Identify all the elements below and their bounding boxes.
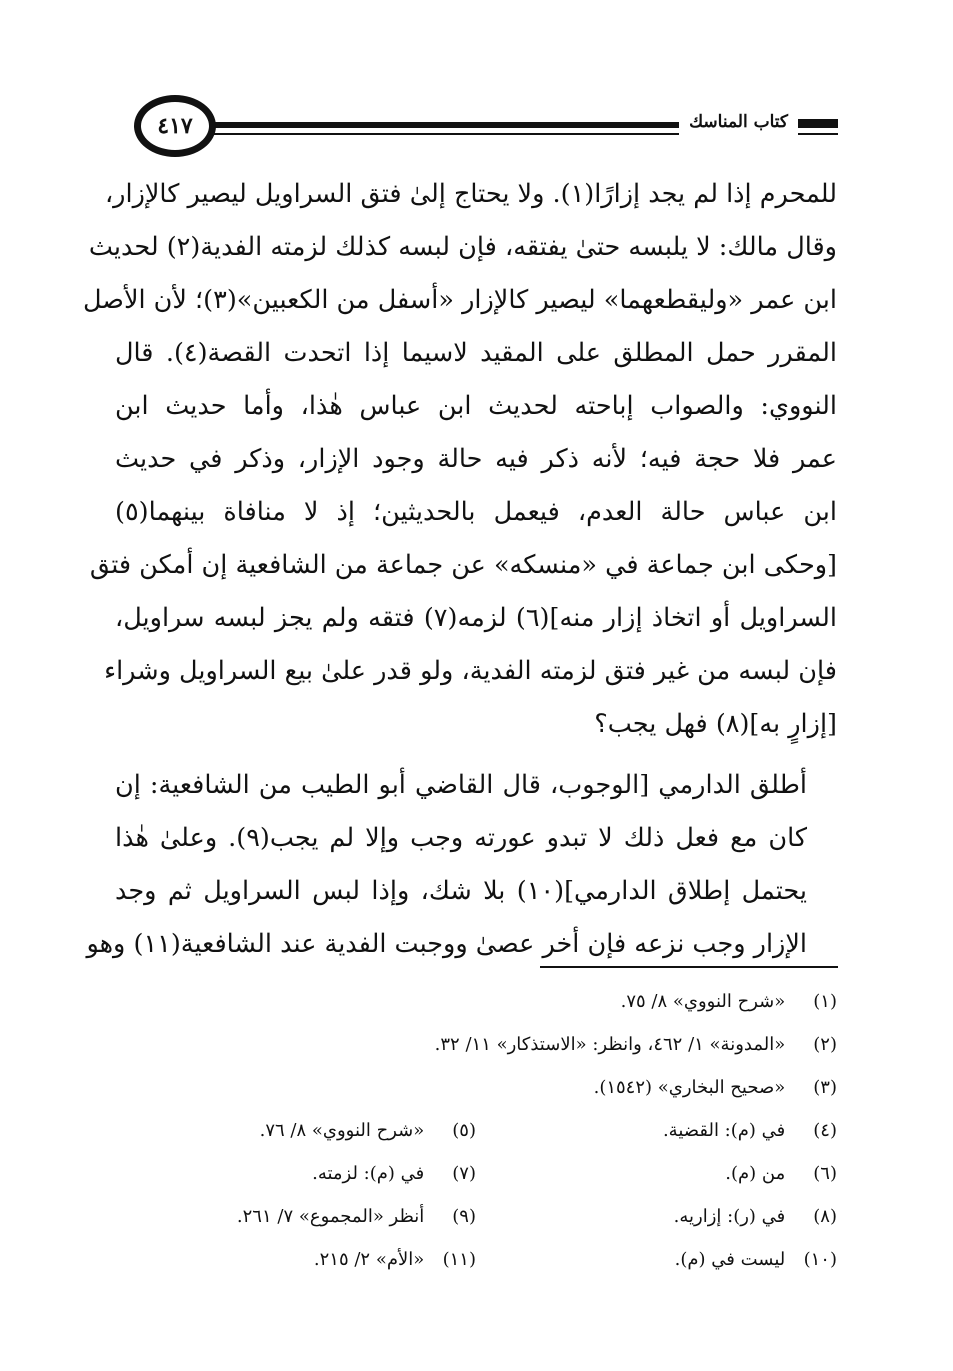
footnote-row [115, 1023, 837, 1066]
paragraph-1 [82, 168, 837, 751]
text-line: للمحرم إذا لم يجد إزارًا(١). ولا يحتاج إلىٰ فتق السراويل ليصير كالإزار، [104, 179, 837, 209]
text-line: يحتمل إطلاق الدارمي](١٠) بلا شك، وإذا لبس السراويل ثم وجد [115, 876, 807, 906]
footnote-number: (٨) [813, 1206, 837, 1227]
footnote-row [115, 980, 837, 1023]
footnote-row [115, 1066, 837, 1109]
footnote-number: (٣) [813, 1077, 837, 1098]
footnote-separator [540, 966, 838, 968]
footnote-1 [115, 980, 837, 1023]
text-line: وقال مالك: لا يلبسه حتىٰ يفتقه، فإن لبسه كذلك لزمته الفدية(٢) لحديث [88, 232, 837, 262]
text-line: السراويل أو اتخاذ إزار منه](٦) لزمه(٧) فتقه ولم يجز لبسه سراويل، [115, 603, 837, 633]
footnote-6 [476, 1152, 837, 1195]
footnote-row [115, 1195, 837, 1238]
footnote-number: (٢) [813, 1034, 837, 1055]
footnote-11 [115, 1238, 476, 1281]
main-text [82, 168, 837, 971]
footnote-2 [115, 1023, 837, 1066]
footnote-5 [115, 1109, 476, 1152]
footnote-text: في (ر): إزاريه. [673, 1206, 786, 1227]
running-title: كتاب المناسك [679, 107, 798, 137]
text-line: [وحكى ابن جماعة في «منسكه» عن جماعة من الشافعية إن أمكن فتق [89, 550, 837, 580]
footnote-text: ليست في (م). [674, 1249, 786, 1270]
text-line: عمر فلا حجة فيه؛ لأنه ذكر فيه حالة وجود الإزار، وذكر في حديث [115, 444, 837, 474]
footnote-7 [115, 1152, 476, 1195]
text-line: الإزار وجب نزعه فإن أخر عصىٰ ووجبت الفدية عند الشافعية(١١) وهو [86, 929, 807, 959]
paragraph-2 [86, 759, 837, 971]
text-line: كان مع فعل ذلك لا تبدو عورته وجب وإلا لم يجب(٩). وعلىٰ هٰذا [115, 823, 807, 853]
page-number-badge [134, 95, 216, 157]
footnote-4 [476, 1109, 837, 1152]
footnote-text: في (م): القضية. [662, 1120, 786, 1141]
text-line: [إزارٍ به](٨) فهل يجب؟ [594, 709, 837, 739]
text-line: النووي: والصواب إباحته لحديث ابن عباس هٰذا، وأما حديث ابن [115, 391, 837, 421]
footnote-8 [476, 1195, 837, 1238]
footnote-10 [476, 1238, 837, 1281]
footnote-row [115, 1109, 837, 1152]
text-line: المقرر حمل المطلق على المقيد لاسيما إذا اتحدت القصة(٤). قال [115, 338, 837, 368]
footnote-row [115, 1238, 837, 1281]
footnote-text: «المدونة» ١/ ٤٦٢، وانظر: «الاستذكار» ١١/ ٣٢. [434, 1034, 786, 1055]
footnote-text: «شرح النووي» ٨/ ٧٦. [259, 1120, 425, 1141]
header-dash [798, 119, 838, 123]
footnote-number: (٧) [452, 1163, 476, 1184]
text-line: أطلق الدارمي [الوجوب، قال القاضي أبو الطيب من الشافعية: إن [115, 770, 807, 800]
footnotes [115, 980, 837, 1281]
footnote-number: (٤) [813, 1120, 837, 1141]
footnote-number: (١٠) [803, 1249, 837, 1270]
text-line: فإن لبسه من غير فتق لزمته الفدية، ولو قدر علىٰ بيع السراويل وشراء [104, 656, 837, 686]
footnote-row [115, 1152, 837, 1195]
footnote-number: (١) [813, 991, 837, 1012]
footnote-number: (١١) [442, 1249, 476, 1270]
text-line: ابن عمر «وليقطعهما» ليصير كالإزار «أسفل من الكعبين»(٣)؛ لأن الأصل [82, 285, 837, 315]
page-number: ٤١٧ [157, 113, 193, 139]
footnote-text: «صحيح البخاري» (١٥٤٢). [593, 1077, 786, 1098]
page-header [112, 95, 838, 165]
text-line: ابن عباس حالة العدم، فيعمل بالحديثين؛ إذ لا منافاة بينهما(٥) [115, 497, 837, 527]
footnote-number: (٩) [452, 1206, 476, 1227]
footnote-text: أنظر «المجموع» ٧/ ٢٦١. [236, 1206, 425, 1227]
footnote-9 [115, 1195, 476, 1238]
footnote-3 [115, 1066, 837, 1109]
footnote-number: (٦) [813, 1163, 837, 1184]
footnote-text: في (م): لزمته. [312, 1163, 425, 1184]
footnote-text: «شرح النووي» ٨/ ٧٥. [620, 991, 786, 1012]
footnote-number: (٥) [452, 1120, 476, 1141]
footnote-text: من (م). [725, 1163, 786, 1184]
footnote-text: «الأم» ٢/ ٢١٥. [313, 1249, 425, 1270]
